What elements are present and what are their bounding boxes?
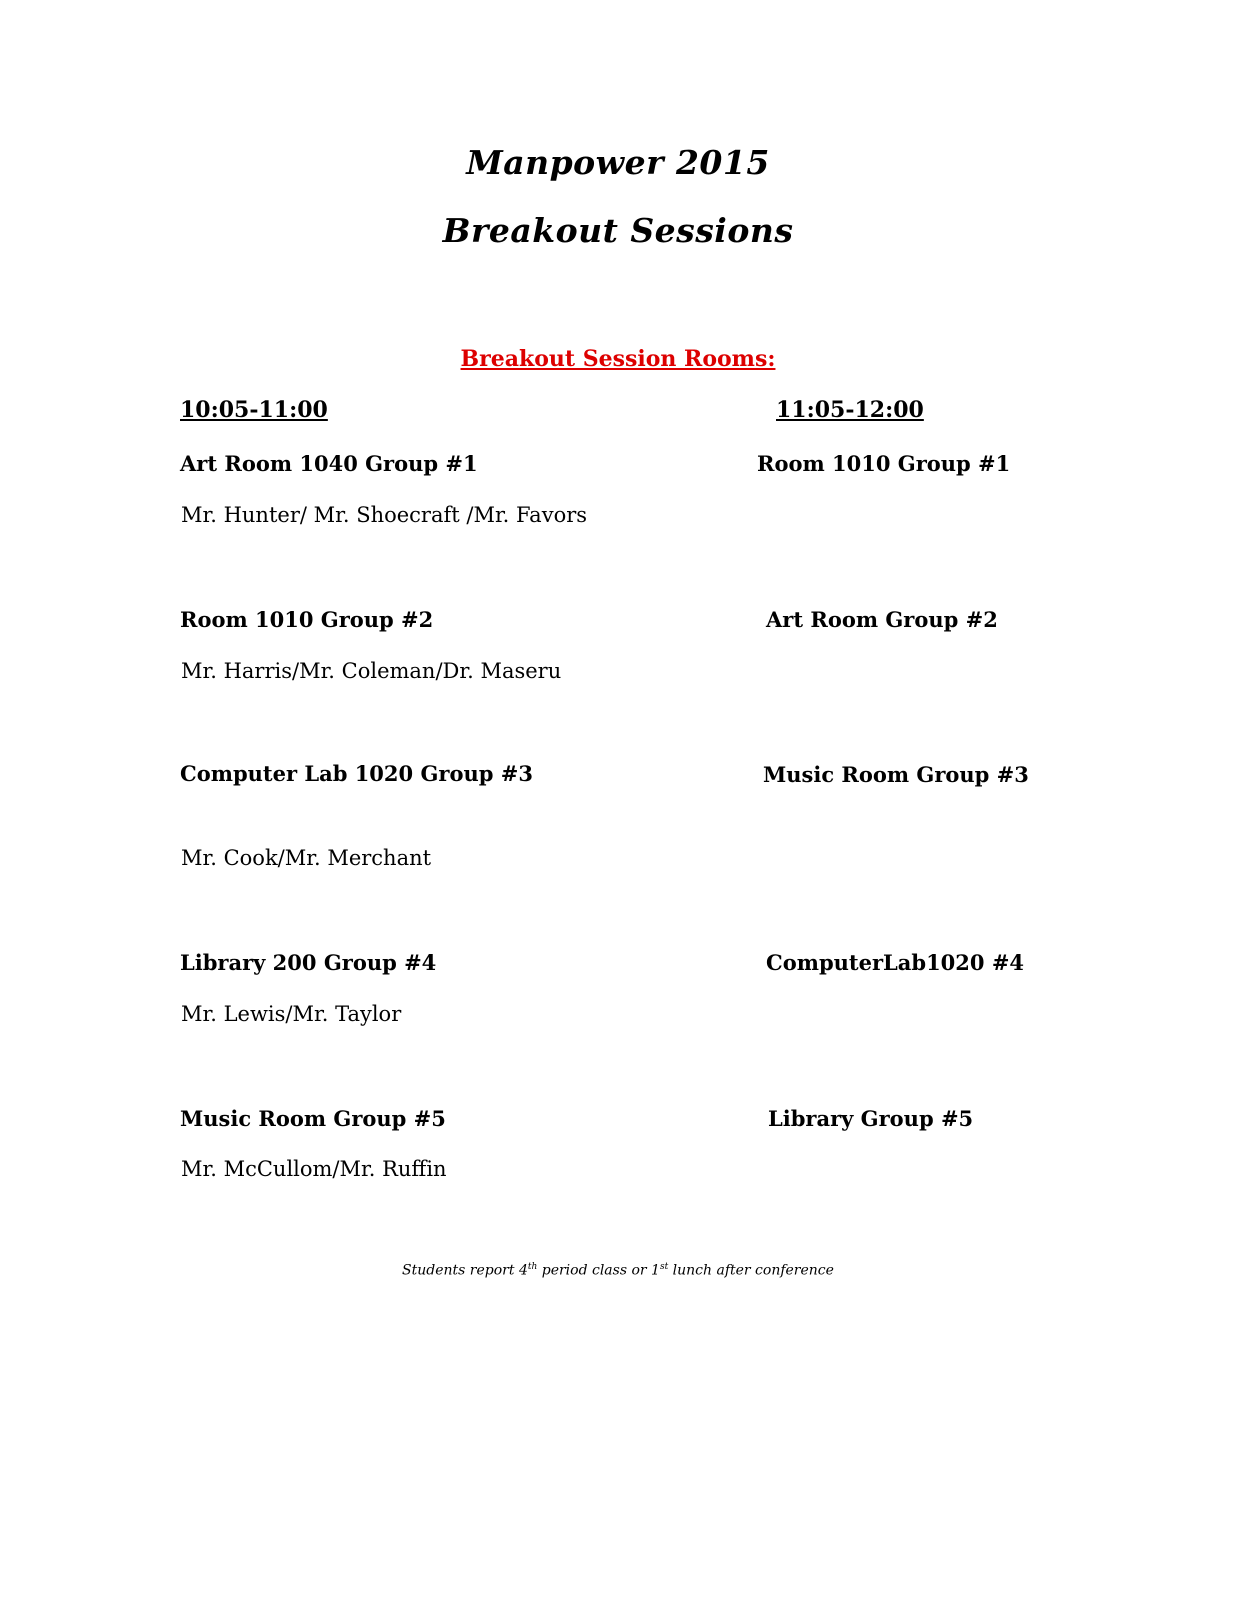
footer-sup-1: th <box>527 1262 538 1272</box>
session-2-first-room: Room 1010 Group #2 <box>180 607 434 632</box>
session-3-first-room-text: Computer Lab 1020 Group #3 <box>180 761 533 786</box>
session-3-second-room: Music Room Group #3 <box>763 762 1029 787</box>
session-5-teachers: Mr. McCullom/Mr. Ruffin <box>181 1157 447 1181</box>
session-4-teachers: Mr. Lewis/Mr. Taylor <box>181 1002 402 1026</box>
session-1-teachers: Mr. Hunter/ Mr. Shoecraft /Mr. Favors <box>181 503 588 527</box>
document-subtitle: Breakout Sessions <box>442 211 794 250</box>
session-1-second-room: Room 1010 Group #1 <box>757 451 1011 476</box>
footer-text-3: lunch after conference <box>668 1262 834 1279</box>
session-4-second-room: ComputerLab1020 #4 <box>766 950 1025 975</box>
document-title: Manpower 2015 <box>466 143 770 182</box>
time-slot-1-heading: 10:05-11:00 <box>180 397 328 423</box>
section-heading: Breakout Session Rooms: <box>460 346 776 372</box>
footer-note <box>0 1262 1236 1279</box>
session-5-first-room: Music Room Group #5 <box>180 1106 446 1131</box>
footer-text-1: Students report 4 <box>402 1262 528 1279</box>
time-slot-2-heading: 11:05-12:00 <box>776 397 924 423</box>
session-4-first-room: Library 200 Group #4 <box>180 950 437 975</box>
session-2-second-room: Art Room Group #2 <box>766 607 998 632</box>
session-1-first-room: Art Room 1040 Group #1 <box>180 451 478 476</box>
session-5-second-room: Library Group #5 <box>768 1106 974 1131</box>
session-3-first-room <box>180 757 725 790</box>
session-3-teachers: Mr. Cook/Mr. Merchant <box>181 846 432 870</box>
footer-text-2: period class or 1 <box>537 1262 660 1279</box>
footer-sup-2: st <box>659 1262 669 1272</box>
session-2-teachers: Mr. Harris/Mr. Coleman/Dr. Maseru <box>181 659 562 683</box>
